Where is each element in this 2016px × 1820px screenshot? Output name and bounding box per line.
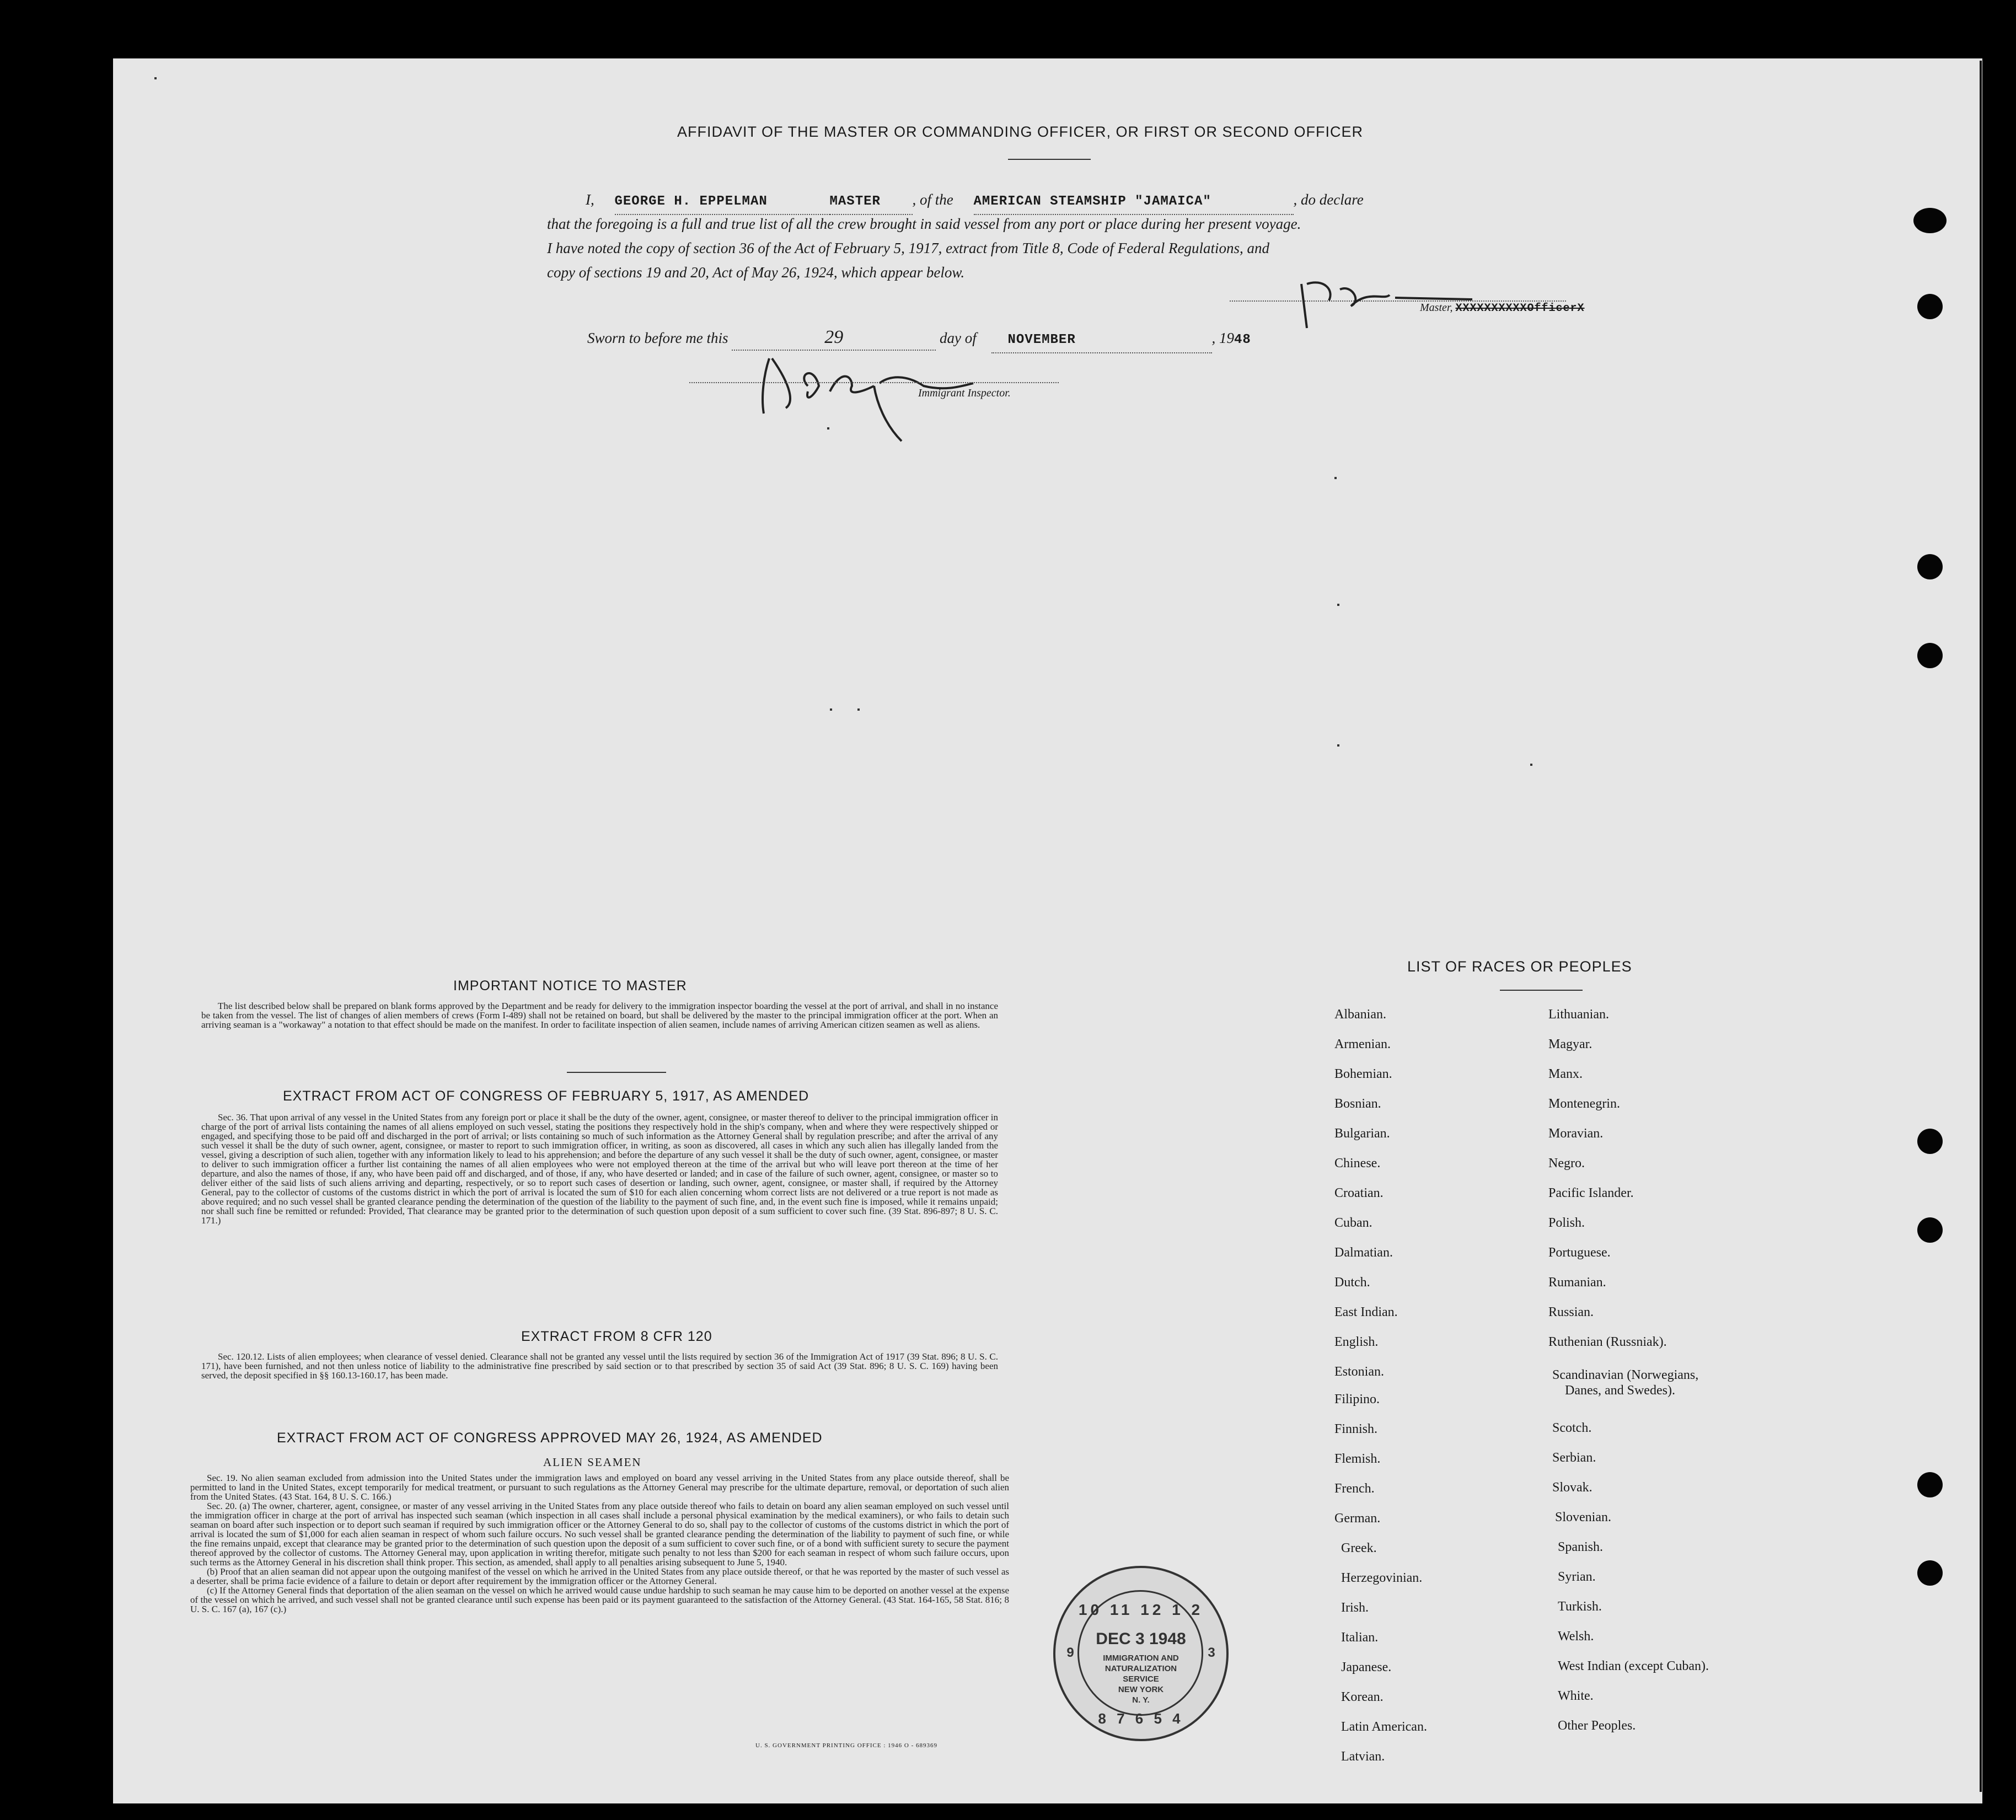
race-item: Turkish. <box>1558 1599 1602 1614</box>
punch-hole <box>1917 1217 1943 1243</box>
race-item: Spanish. <box>1558 1540 1604 1554</box>
scan-speck <box>1337 744 1339 747</box>
extract-1917-body: Sec. 36. That upon arrival of any vessel in the United States from any foreign port or place it shall be the duty of the owner, agent, consignee, or master thereof to deliver to the principal immigration officer in charge of the port of arrival lists containing the names of all aliens employed on such vessel, stating the positions they respectively hold in the ship's company, when and where they were respectively shipped or engaged, and specifying those to be paid off and discharged in the port of arrival; or lists containing so much of such information as the Attorney General shall by regulation prescribe; and after the arrival of any such vessel it shall be the duty of such owner, agent, consignee, or master to report to such immigration officer, in writing, as soon as discovered, all cases in which any such alien has illegally landed from the vessel, giving a description of such alien, together with any information likely to lead to his apprehension; and before the departure of any such vessel it shall be the duty of such owner, agent, consignee, or master to deliver to such immigration officer a further list containing the names of all alien employees who were not employed thereon at the time of the arrival but who will leave port thereon at the time of her departure, and also the names of those, if any, who have been paid off and discharged, and of those, if any, who have deserted or landed; and in case of the failure of such owner, agent, consignee, or master so to deliver either of the said lists of such aliens arriving and departing, respectively, or so to report such cases of desertion or landing, such owner, agent, consignee, or master shall, if required by the Attorney General, pay to the collector of customs of the customs district in which the port of arrival is located the sum of $10 for each alien concerning whom correct lists are not delivered or a true report is not made as above required; and no such vessel shall be granted clearance pending the determination of the question of the liability to the payment of such fine, and, in the event such fine is imposed, while it remains unpaid; nor shall such fine be remitted or refunded: Provided, That clearance may be granted prior to the determination of such question upon deposit of a sum sufficient to cover such fine. (39 Stat. 896-897; 8 U. S. C. 171.) <box>201 1112 998 1226</box>
race-item: Japanese. <box>1341 1660 1392 1674</box>
race-item: Danes, and Swedes). <box>1565 1383 1675 1398</box>
stamp-line-4: NEW YORK <box>1118 1685 1164 1694</box>
day-value: 29 <box>824 327 844 347</box>
i-label: I, <box>586 191 594 208</box>
divider <box>1008 159 1091 160</box>
punch-hole <box>1917 1560 1943 1586</box>
inspector-signature-line <box>689 382 1059 383</box>
stamp-line-5: N. Y. <box>1132 1695 1150 1705</box>
race-item: Magyar. <box>1548 1037 1593 1051</box>
scan-speck <box>1530 764 1532 766</box>
race-item: Ruthenian (Russniak). <box>1548 1335 1667 1349</box>
sheet-edge <box>1980 61 1982 1792</box>
race-item: Irish. <box>1341 1601 1369 1615</box>
race-item: Pacific Islander. <box>1548 1186 1634 1200</box>
divider <box>567 1072 666 1073</box>
section-20c: (c) If the Attorney General finds that deportation of the alien seaman on the vessel on which he arrived would cause undue hardship to such seaman he may cause him to be deported on another vessel at the expense of the vessel on which he arrived, and such vessel shall not be granted clearance until such expense has been paid or its payment guaranteed to the satisfaction of the Attorney General. (43 Stat. 164-165, 58 Stat. 816; 8 U. S. C. 167 (a), 167 (c).) <box>190 1585 1009 1614</box>
scan-speck <box>1334 477 1337 479</box>
race-item: Lithuanian. <box>1548 1007 1609 1022</box>
scan-speck <box>154 77 157 79</box>
race-item: Armenian. <box>1334 1037 1391 1051</box>
race-item: Bosnian. <box>1334 1097 1381 1111</box>
section-20a: Sec. 20. (a) The owner, charterer, agent, consignee, or master of any vessel arriving in the United States from any place outside thereof who fails to detain on board any alien seaman employed on such vessel until the immigration officer in charge at the port of arrival has inspected such seaman (which inspection in all cases shall include a personal physical examination by the medical examiners), or who fails to detain such seaman on board after such inspection or to deport such seaman if required by such immigration officer or the Attorney General to do so, shall pay to the collector of customs of the customs district in which the port of arrival is located the sum of $1,000 for each alien seaman in respect of whom such failure occurs. No such vessel shall be granted clearance pending the determination of the liability to payment of such fine, or while the fine remains unpaid, except that clearance may be granted prior to the determination of such question upon the deposit of a sum sufficient to cover such fine, or of a bond with sufficient surety to secure the payment thereof approved by the collector of customs. The Attorney General may, upon application in writing therefor, mitigate such penalty to not less than $200 for each seaman in respect of whom such failure occurs, upon such terms as the Attorney General in his discretion shall think proper. This section, as amended, shall apply to all penalties arising subsequent to June 5, 1940. <box>190 1501 1009 1567</box>
master-caption: Master, XXXXXXXXXXOfficerX <box>1420 302 1585 315</box>
stamp-date: DEC 3 1948 <box>1096 1630 1186 1648</box>
race-item: West Indian (except Cuban). <box>1558 1659 1709 1673</box>
race-item: Flemish. <box>1334 1452 1381 1466</box>
race-item: Montenegrin. <box>1548 1097 1620 1111</box>
inspector-signature <box>687 353 995 447</box>
scan-speck <box>827 427 829 430</box>
punch-hole <box>1913 208 1947 233</box>
race-item: Bulgarian. <box>1334 1126 1390 1141</box>
scan-speck <box>830 708 832 711</box>
year-value: 48 <box>1234 332 1251 347</box>
month-field <box>991 326 1212 353</box>
race-item: Dutch. <box>1334 1275 1370 1290</box>
punch-hole <box>1917 1472 1943 1497</box>
extract-1917-title: EXTRACT FROM ACT OF CONGRESS OF FEBRUARY 5, 1917, AS AMENDED <box>283 1088 809 1104</box>
master-name: GEORGE H. EPPELMAN <box>614 194 768 209</box>
race-item: Scotch. <box>1552 1421 1592 1435</box>
race-item: Slovenian. <box>1555 1510 1611 1524</box>
race-item: Croatian. <box>1334 1186 1384 1200</box>
race-item: Manx. <box>1548 1067 1583 1081</box>
vessel-name: AMERICAN STEAMSHIP "JAMAICA" <box>973 194 1211 209</box>
race-item: German. <box>1334 1511 1381 1526</box>
races-title: LIST OF RACES OR PEOPLES <box>1407 958 1632 975</box>
race-item: East Indian. <box>1334 1305 1398 1319</box>
name-field <box>615 187 830 215</box>
affidavit-line-3: I have noted the copy of section 36 of the Act of February 5, 1917, extract from Title 8, Code of Federal Regulations, and <box>547 240 1270 256</box>
race-item: Scandinavian (Norwegians, <box>1552 1368 1699 1382</box>
section-19: Sec. 19. No alien seaman excluded from admission into the United States under the immigration laws and employed on board any vessel arriving in the United States from any place outside thereof, shall be permitted to land in the United States, except temporarily for medical treatment, or pursuant to such regulations as the Attorney General may prescribe for the ultimate departure, removal, or deportation of such alien from the United States. (43 Stat. 164, 8 U. S. C. 166.) <box>190 1473 1009 1502</box>
scan-speck <box>857 708 860 711</box>
day-of-label: day of <box>940 330 977 346</box>
race-item: Chinese. <box>1334 1156 1381 1171</box>
race-item: Estonian. <box>1334 1365 1384 1379</box>
race-item: Welsh. <box>1558 1629 1594 1644</box>
alien-seamen-subtitle: ALIEN SEAMEN <box>543 1456 642 1469</box>
race-item: Latin American. <box>1341 1720 1427 1734</box>
extract-cfr-title: EXTRACT FROM 8 CFR 120 <box>521 1329 712 1344</box>
month-value: NOVEMBER <box>1007 332 1076 347</box>
race-item: Albanian. <box>1334 1007 1386 1022</box>
race-item: English. <box>1334 1335 1379 1349</box>
race-item: Cuban. <box>1334 1216 1372 1230</box>
stamp-ring-bottom: 8 7 6 5 4 <box>1098 1710 1184 1727</box>
stamp-ring-top: 10 11 12 1 2 <box>1078 1601 1204 1618</box>
stamp-ring-right: 3 <box>1208 1645 1215 1660</box>
of-the-label: , of the <box>912 191 953 208</box>
notice-title: IMPORTANT NOTICE TO MASTER <box>453 978 687 994</box>
day-field <box>732 325 936 351</box>
affidavit-line-1 <box>586 187 1364 215</box>
race-item: Russian. <box>1548 1305 1594 1319</box>
race-item: Greek. <box>1341 1541 1377 1555</box>
affidavit-line-4: copy of sections 19 and 20, Act of May 26, 1924, which appear below. <box>547 264 965 281</box>
race-item: Latvian. <box>1341 1749 1385 1764</box>
year-prefix: , 19 <box>1211 330 1234 346</box>
race-item: Dalmatian. <box>1334 1245 1393 1260</box>
race-item: Moravian. <box>1548 1126 1604 1141</box>
punch-hole <box>1917 554 1943 579</box>
rank-field <box>830 187 913 215</box>
race-item: Polish. <box>1548 1216 1585 1230</box>
affidavit-line-2: that the foregoing is a full and true list of all the crew brought in said vessel from any port or place during her present voyage. <box>547 216 1301 232</box>
sworn-label: Sworn to before me this <box>587 330 728 346</box>
race-item: Filipino. <box>1334 1392 1380 1406</box>
stamp-line-1: IMMIGRATION AND <box>1103 1653 1179 1663</box>
stamp-ring-left: 9 <box>1066 1645 1074 1660</box>
section-20b: (b) Proof that an alien seaman did not appear upon the outgoing manifest of the vessel on which he arrived in the United States from any place outside thereof, or that he was reported by the master of such vessel as a deserter, shall be prima facie evidence of a failure to detain or deport after requirement by the immigration officer or the Attorney General. <box>190 1566 1009 1586</box>
punch-hole <box>1917 294 1943 319</box>
extract-1924-body <box>190 1473 1009 1614</box>
race-item: Syrian. <box>1558 1570 1596 1584</box>
vessel-field <box>974 187 1294 215</box>
printing-office-imprint: U. S. GOVERNMENT PRINTING OFFICE : 1946 O - 689369 <box>755 1742 938 1749</box>
do-declare-label: , do declare <box>1293 191 1364 208</box>
stamp-line-2: NATURALIZATION <box>1104 1664 1177 1673</box>
receipt-stamp <box>1053 1566 1229 1741</box>
race-item: French. <box>1334 1481 1375 1496</box>
punch-hole <box>1917 643 1943 668</box>
race-item: Other Peoples. <box>1558 1719 1636 1733</box>
scan-speck <box>1337 604 1339 606</box>
rank-value: MASTER <box>829 194 881 209</box>
race-item: Rumanian. <box>1548 1275 1606 1290</box>
race-item: Portuguese. <box>1548 1245 1611 1260</box>
race-item: Finnish. <box>1334 1422 1378 1436</box>
divider <box>1500 990 1583 991</box>
race-item: Herzegovinian. <box>1341 1571 1423 1585</box>
race-item: Serbian. <box>1552 1451 1596 1465</box>
race-item: White. <box>1558 1689 1594 1703</box>
race-item: Negro. <box>1548 1156 1585 1171</box>
race-item: Italian. <box>1341 1630 1379 1645</box>
extract-1924-title: EXTRACT FROM ACT OF CONGRESS APPROVED MAY 26, 1924, AS AMENDED <box>277 1430 823 1446</box>
notice-body: The list described below shall be prepared on blank forms approved by the Department and be ready for delivery to the immigration inspector boarding the vessel at the port of arrival, and shall in no instance be taken from the vessel. The list of changes of alien members of crews (Form I-489) shall not be retained on board, but shall be delivered by the master to the principal immigration officer at the port. When an arriving seaman is a "workaway" a notation to that effect should be made on the manifest. In order to facilitate inspection of alien seamen, include names of arriving American citizen seamen as well as aliens. <box>201 1001 998 1030</box>
sworn-line <box>587 325 1251 353</box>
stamp-line-3: SERVICE <box>1123 1674 1159 1684</box>
race-item: Bohemian. <box>1334 1067 1392 1081</box>
inspector-caption: Immigrant Inspector. <box>918 387 1011 399</box>
race-item: Slovak. <box>1552 1480 1593 1495</box>
affidavit-title: AFFIDAVIT OF THE MASTER OR COMMANDING OFFICER, OR FIRST OR SECOND OFFICER <box>677 124 1364 140</box>
race-item: Korean. <box>1341 1690 1384 1704</box>
extract-cfr-body: Sec. 120.12. Lists of alien employees; when clearance of vessel denied. Clearance shall not be granted any vessel until the lists required by section 36 of the Immigration Act of 1917 (39 Stat. 896; 8 U. S. C. 171), have been furnished, and not then unless notice of liability to the administrative fine prescribed by said section or to that prescribed by section 35 of said Act (39 Stat. 896; 8 U. S. C. 169) having been served, the deposit specified in §§ 160.13-160.17, has been made. <box>201 1351 998 1381</box>
punch-hole <box>1917 1129 1943 1154</box>
